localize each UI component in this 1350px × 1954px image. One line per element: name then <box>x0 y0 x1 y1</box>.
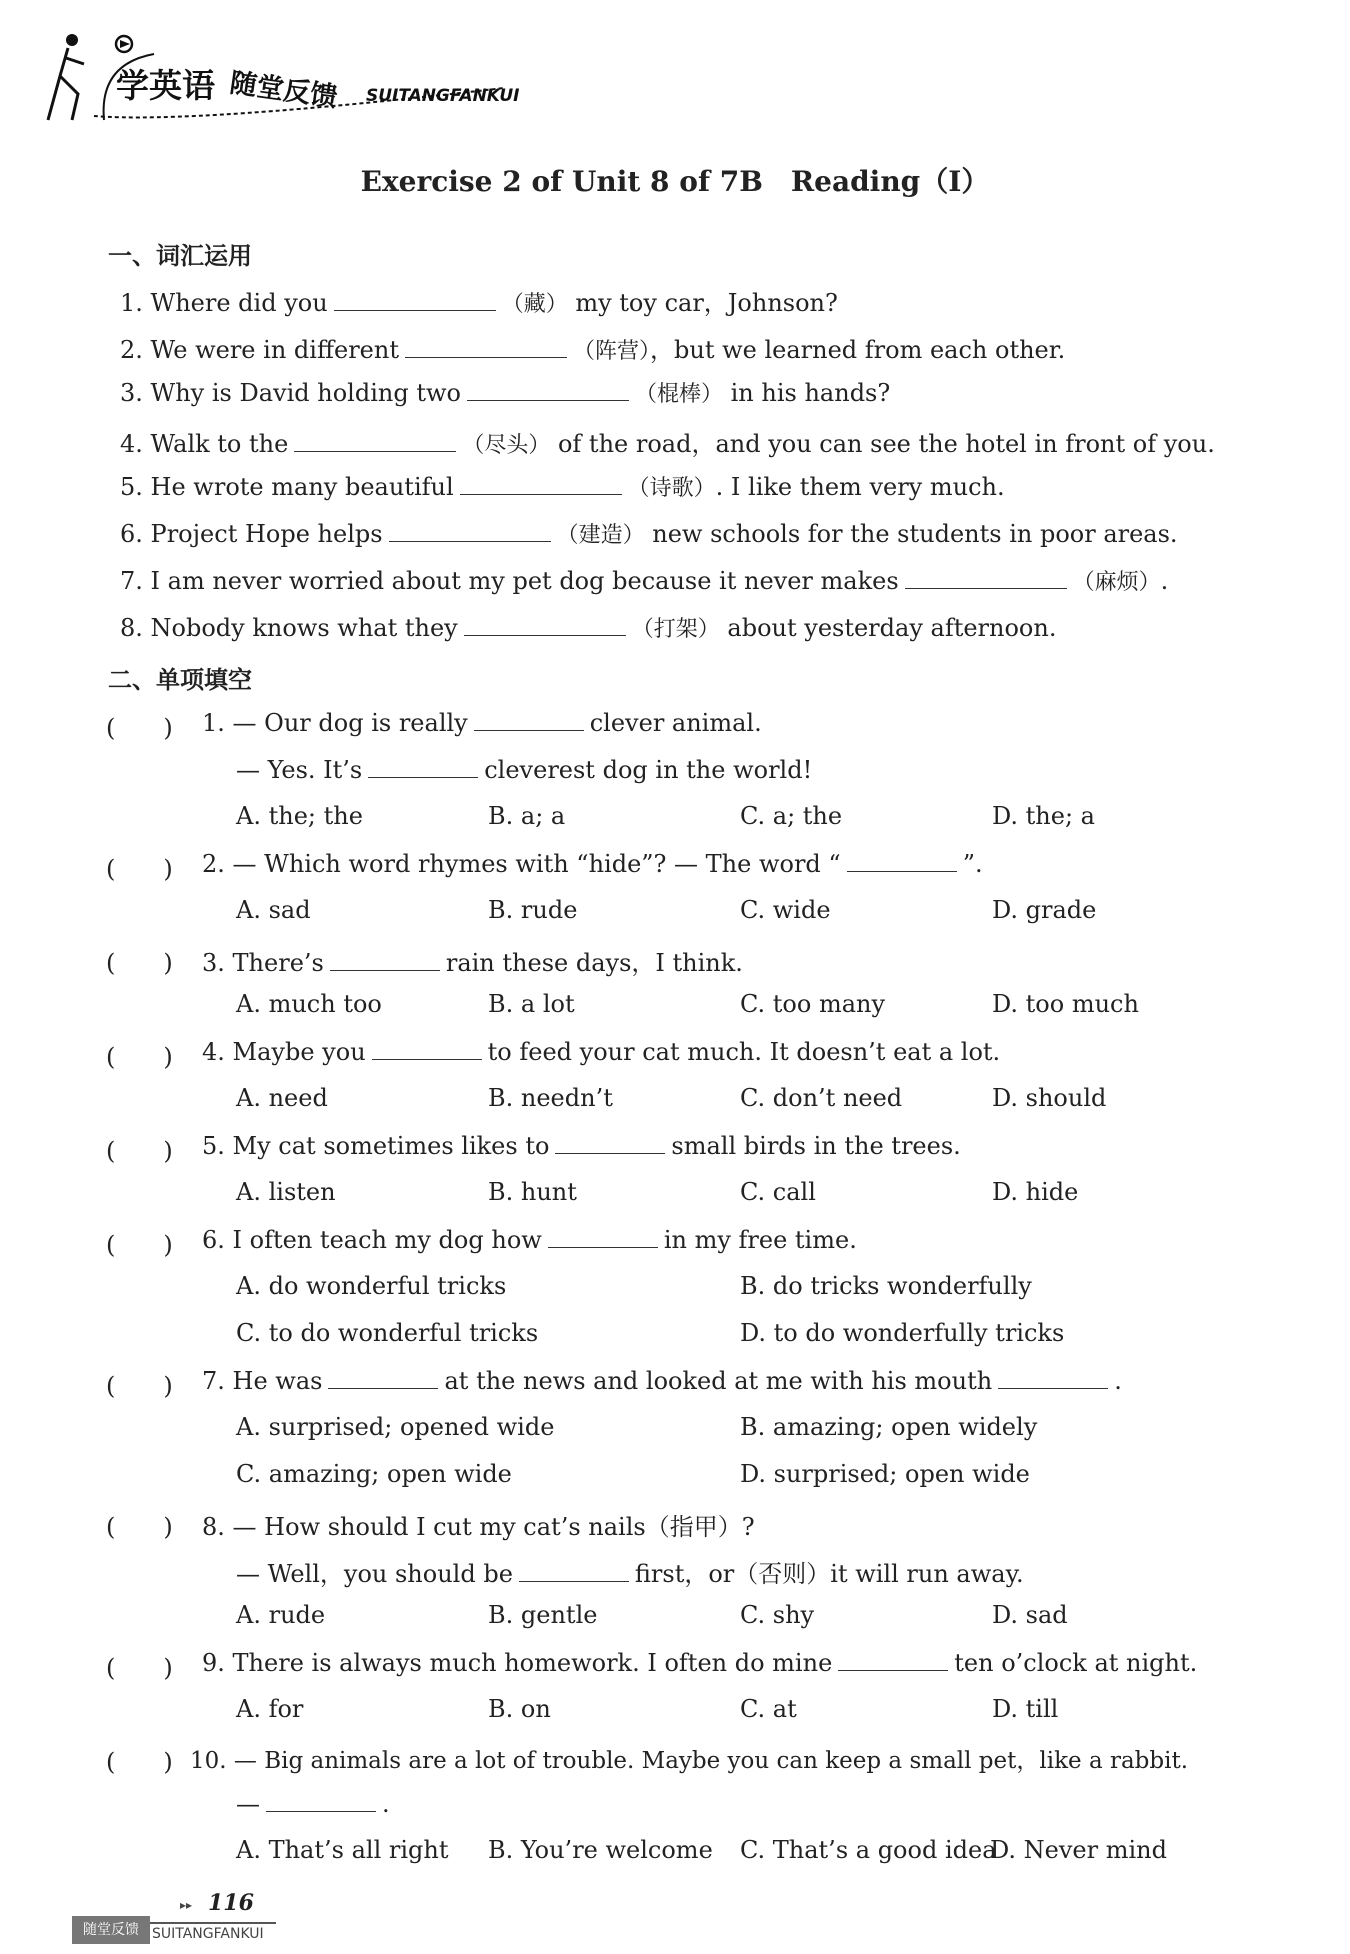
question-8-reply: — Well，you should be first，or（否则）it will run away. <box>236 1560 1024 1588</box>
arrow-icon: ▸▸ <box>180 1898 193 1912</box>
option-d[interactable]: D. too much <box>992 990 1139 1018</box>
answer-parentheses[interactable]: ( ) <box>106 1372 173 1400</box>
vocab-item: 6. Project Hope helps （建造） new schools for the students in poor areas. <box>120 520 1178 548</box>
option-b[interactable]: B. a; a <box>488 802 566 830</box>
question-10: 10. — Big animals are a lot of trouble. Maybe you can keep a small pet，like a rabbit. <box>190 1748 1189 1774</box>
answer-parentheses[interactable]: ( ) <box>106 1748 173 1776</box>
question-2: 2. — Which word rhymes with “hide”? — The word “ ”. <box>202 850 983 878</box>
option-c[interactable]: C. to do wonderful tricks <box>236 1319 539 1347</box>
option-b[interactable]: B. hunt <box>488 1178 577 1206</box>
vocab-item: 5. He wrote many beautiful （诗歌）. I like them very much. <box>120 473 1005 501</box>
answer-blank[interactable] <box>389 519 551 542</box>
option-b[interactable]: B. amazing; open widely <box>740 1413 1038 1441</box>
section-heading-multiple-choice: 二、单项填空 <box>108 666 252 694</box>
vocab-item: 8. Nobody knows what they （打架） about yesterday afternoon. <box>120 614 1057 642</box>
answer-blank[interactable] <box>464 613 626 636</box>
answer-parentheses[interactable]: ( ) <box>106 714 173 742</box>
option-d[interactable]: D. till <box>992 1695 1059 1723</box>
option-a[interactable]: A. do wonderful tricks <box>236 1272 507 1300</box>
vocab-item: 1. Where did you （藏） my toy car，Johnson? <box>120 289 838 317</box>
answer-blank[interactable] <box>368 755 478 778</box>
answer-blank[interactable] <box>460 472 622 495</box>
option-c[interactable]: C. amazing; open wide <box>236 1460 512 1488</box>
option-d[interactable]: D. hide <box>992 1178 1079 1206</box>
logo-subtitle: 随堂反馈 <box>227 67 340 114</box>
question-1-reply: — Yes. It’s cleverest dog in the world! <box>236 756 813 784</box>
answer-blank[interactable] <box>905 566 1067 589</box>
option-c[interactable]: C. shy <box>740 1601 815 1629</box>
answer-blank[interactable] <box>372 1037 482 1060</box>
option-b[interactable]: B. You’re welcome <box>488 1836 713 1864</box>
option-b[interactable]: B. gentle <box>488 1601 598 1629</box>
option-d[interactable]: D. surprised; open wide <box>740 1460 1030 1488</box>
answer-blank[interactable] <box>294 429 456 452</box>
option-a[interactable]: A. rude <box>236 1601 326 1629</box>
question-5: 5. My cat sometimes likes to small birds in the trees. <box>202 1132 961 1160</box>
answer-parentheses[interactable]: ( ) <box>106 1513 173 1541</box>
question-6: 6. I often teach my dog how in my free time. <box>202 1226 857 1254</box>
answer-blank[interactable] <box>328 1366 438 1389</box>
question-10-reply: — . <box>236 1790 390 1818</box>
question-7: 7. He was at the news and looked at me with his mouth . <box>202 1367 1122 1395</box>
option-d[interactable]: D. should <box>992 1084 1107 1112</box>
option-c[interactable]: C. That’s a good idea <box>740 1836 997 1864</box>
answer-blank[interactable] <box>330 948 440 971</box>
answer-blank[interactable] <box>519 1559 629 1582</box>
option-c[interactable]: C. don’t need <box>740 1084 903 1112</box>
option-a[interactable]: A. listen <box>236 1178 336 1206</box>
answer-blank[interactable] <box>847 849 957 872</box>
option-b[interactable]: B. rude <box>488 896 578 924</box>
option-d[interactable]: D. grade <box>992 896 1097 924</box>
answer-blank[interactable] <box>474 708 584 731</box>
answer-parentheses[interactable]: ( ) <box>106 1231 173 1259</box>
vocab-item: 7. I am never worried about my pet dog because it never makes （麻烦）. <box>120 567 1169 595</box>
option-c[interactable]: C. too many <box>740 990 886 1018</box>
answer-parentheses[interactable]: ( ) <box>106 949 173 977</box>
option-a[interactable]: A. That’s all right <box>236 1836 449 1864</box>
option-a[interactable]: A. the; the <box>236 802 363 830</box>
question-1: 1. — Our dog is really clever animal. <box>202 709 762 737</box>
question-9: 9. There is always much homework. I often do mine ten o’clock at night. <box>202 1649 1198 1677</box>
option-b[interactable]: B. do tricks wonderfully <box>740 1272 1032 1300</box>
question-4: 4. Maybe you to feed your cat much. It doesn’t eat a lot. <box>202 1038 1001 1066</box>
option-a[interactable]: A. for <box>236 1695 304 1723</box>
page-number: 116 <box>208 1890 254 1916</box>
vocab-item: 2. We were in different （阵营），but we learned from each other. <box>120 336 1066 364</box>
option-a[interactable]: A. sad <box>236 896 311 924</box>
page-title: Exercise 2 of Unit 8 of 7B Reading（Ⅰ） <box>360 165 990 198</box>
answer-blank[interactable] <box>405 335 567 358</box>
option-a[interactable]: A. need <box>236 1084 328 1112</box>
answer-blank[interactable] <box>266 1789 376 1812</box>
header-logo <box>44 24 544 134</box>
vocab-item: 4. Walk to the （尽头） of the road，and you can see the hotel in front of you. <box>120 430 1215 458</box>
option-b[interactable]: B. a lot <box>488 990 575 1018</box>
option-b[interactable]: B. needn’t <box>488 1084 613 1112</box>
answer-blank[interactable] <box>838 1648 948 1671</box>
option-b[interactable]: B. on <box>488 1695 551 1723</box>
option-a[interactable]: A. much too <box>236 990 382 1018</box>
answer-blank[interactable] <box>548 1225 658 1248</box>
vocab-item: 3. Why is David holding two （棍棒） in his hands? <box>120 379 891 407</box>
logo-title: 学英语 <box>116 66 215 105</box>
question-3: 3. There’s rain these days，I think. <box>202 949 743 977</box>
answer-parentheses[interactable]: ( ) <box>106 1043 173 1071</box>
logo-pinyin: SUITANGFANKUI <box>366 86 520 106</box>
answer-parentheses[interactable]: ( ) <box>106 855 173 883</box>
option-c[interactable]: C. a; the <box>740 802 843 830</box>
option-d[interactable]: D. sad <box>992 1601 1068 1629</box>
option-d[interactable]: D. the; a <box>992 802 1095 830</box>
option-d[interactable]: D. to do wonderfully tricks <box>740 1319 1065 1347</box>
footer-badge: 随堂反馈 <box>72 1916 150 1944</box>
answer-blank[interactable] <box>334 288 496 311</box>
answer-blank[interactable] <box>555 1131 665 1154</box>
answer-parentheses[interactable]: ( ) <box>106 1654 173 1682</box>
footer-divider <box>150 1922 276 1924</box>
footer-pinyin: SUITANGFANKUI <box>152 1926 264 1942</box>
section-heading-vocabulary: 一、词汇运用 <box>108 242 252 270</box>
answer-parentheses[interactable]: ( ) <box>106 1137 173 1165</box>
option-c[interactable]: C. call <box>740 1178 816 1206</box>
option-c[interactable]: C. at <box>740 1695 797 1723</box>
question-8: 8. — How should I cut my cat’s nails（指甲）? <box>202 1513 755 1541</box>
option-c[interactable]: C. wide <box>740 896 831 924</box>
answer-blank[interactable] <box>467 378 629 401</box>
option-a[interactable]: A. surprised; opened wide <box>236 1413 555 1441</box>
option-d[interactable]: D. Never mind <box>990 1836 1167 1864</box>
answer-blank[interactable] <box>998 1366 1108 1389</box>
